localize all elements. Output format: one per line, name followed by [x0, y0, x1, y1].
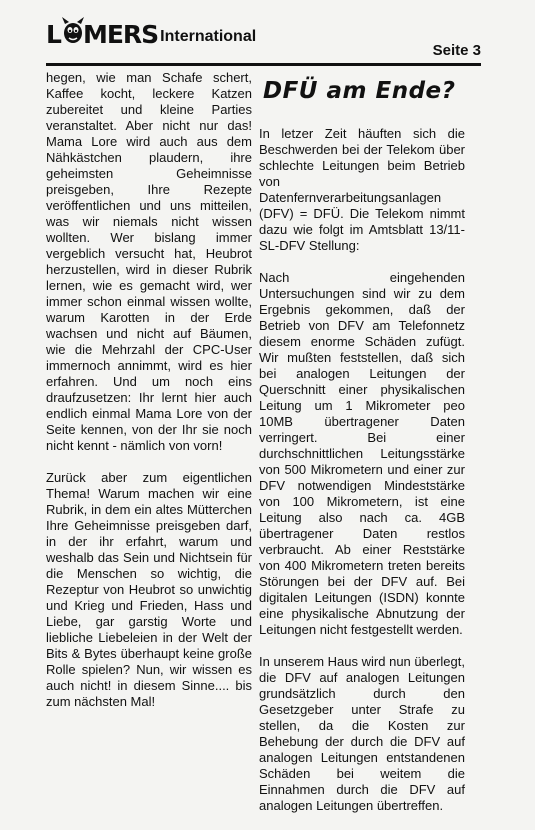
left-column	[46, 70, 252, 726]
header-divider	[46, 63, 481, 66]
mascot-icon	[61, 16, 85, 49]
logo-prefix: L	[46, 20, 61, 49]
right-paragraph-2: Nach eingehenden Untersuchungen sind wir zu dem Ergebnis gekommen, daß der Betrieb von DFV am Telefonnetz diesem enorme Schäden zufügt. Wir mußten feststellen, daß sich bei analogen Leitungen der Querschnitt einer physikalischen Leitung um 1 Mikrometer peo 10MB übertragener Daten verringert. Bei einer durchschnittlichen Leitungsstärke von 500 Mikrometern und einer zur DFV notwendigen Mindeststärke von 100 Mikrometern, ist eine Leitung also nach ca. 4GB übertragener Daten restlos verbraucht. Ab einer Reststärke von 400 Mikrometern treten bereits Störungen bei der DFV auf. Bei digitalen Leitungen (ISDN) konnte eine physikalische Abnutzung der Leitungen nicht festgestellt werden.	[259, 270, 465, 637]
left-paragraph-1: hegen, wie man Schafe schert, Kaffee kocht, leckere Katzen zubereitet und kleine Parties veranstaltet. Aber nicht nur das! Mama Lore wird auch aus dem Nähkästchen plaudern, ihre geheimsten Geheimnisse preisgeben, Ihre Rezepte veröffentlichen und uns mitteilen, was wir niemals nicht wissen wollten. Wer bislang immer vergeblich versucht hat, Heubrot herzustellen, wird in dieser Rubrik lernen, wie es gemacht wird, wer immer schon einmal wissen wollte, warum Karotten in der Erde wachsen und nicht auf Bäumen, wie die Mehrzahl der CPC-User immernoch annimmt, wird es hier erfahren. Und um noch eins draufzusetzen: Ihr lernt hier auch endlich einmal Mama Lore von der Seite kennen, von der Ihr sie noch nicht kennt - nämlich von vorn!	[46, 70, 252, 453]
logo-subtitle: International	[160, 28, 257, 45]
page-number: Seite 3	[432, 42, 481, 59]
right-paragraph-3: In unserem Haus wird nun überlegt, die DFV auf analogen Leitungen grundsätzlich durch den Gesetzgeber unter Strafe zu stellen, da die Kosten zur Behebung der durch die DFV auf analogen Leitungen entstandenen Schäden bei weitem die Einnahmen durch die DFV auf analogen Leitungen übertreffen.	[259, 654, 465, 813]
left-paragraph-2: Zurück aber zum eigentlichen Thema! Warum machen wir eine Rubrik, in dem ein altes Mütterchen Ihre Geheimnisse preisgeben darf, in der ihr erfahrt, warum und weshalb das Sein und Nichtsein für die Menschen so wichtig, die Rezeptur von Heubrot so unwichtig und Krieg und Frieden, Hass und Liebe, gar garstig Worte und liebliche Liebeleien in der Welt der Bits & Bytes überhaupt keine große Rolle spielen? Nun, wir wissen es auch nicht! in diesem Sinne.... bis zum nächsten Mal!	[46, 470, 252, 709]
right-paragraph-1: In letzer Zeit häuften sich die Beschwerden bei der Telekom über schlechte Leitungen beim Betrieb von Datenfernverarbeitungsanlagen (DFV) = DFÜ. Die Telekom nimmt dazu wie folgt im Amtsblatt 13/11-SL-DFV Stellung:	[259, 126, 465, 253]
right-column	[259, 70, 465, 830]
article-title: DFÜ am Ende?	[263, 78, 456, 104]
page-header	[46, 16, 481, 66]
logo-suffix: MERS	[82, 20, 159, 49]
magazine-logo	[46, 16, 256, 62]
